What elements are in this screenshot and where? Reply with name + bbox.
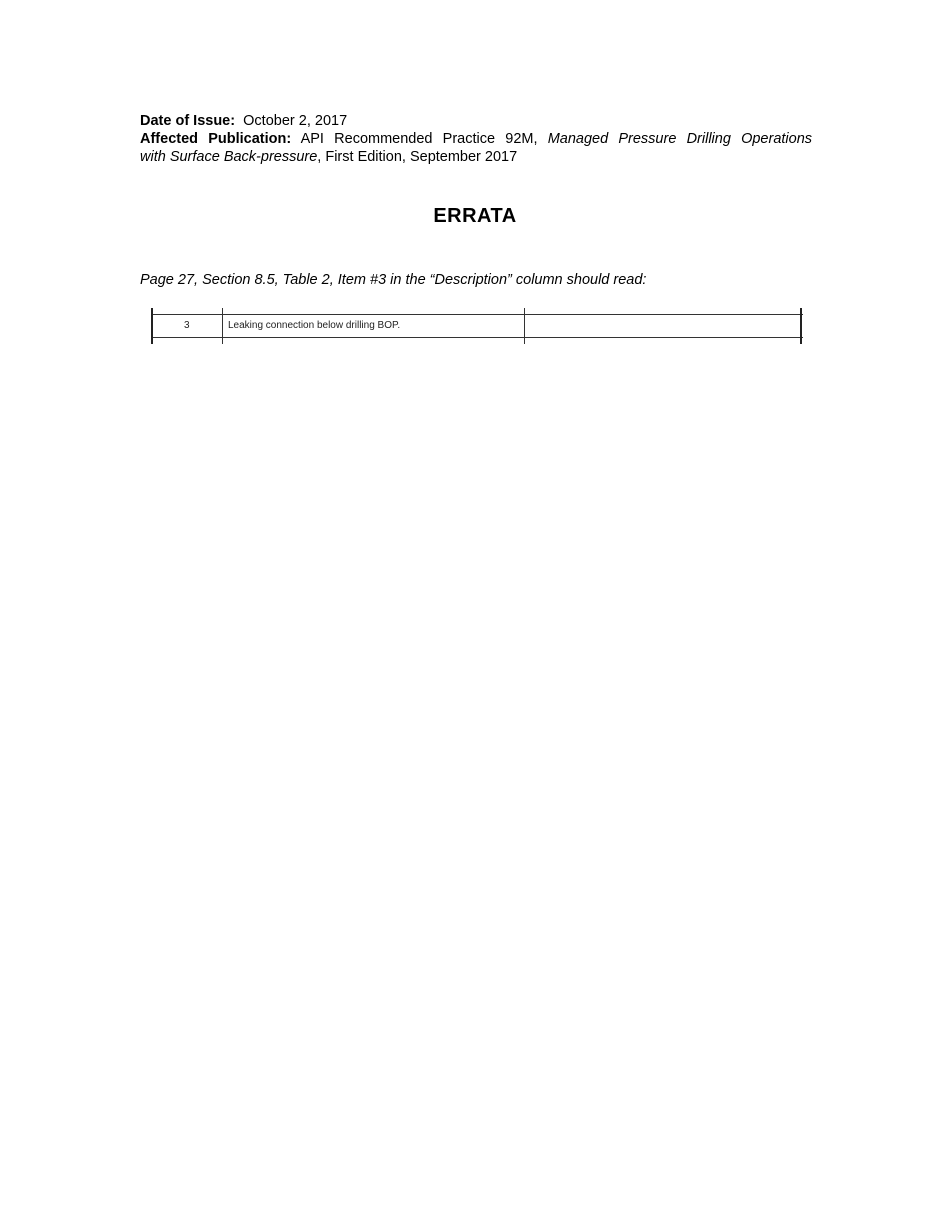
table-row-top-border bbox=[151, 314, 803, 315]
errata-table bbox=[151, 308, 803, 344]
publication-title-part2: with Surface Back-pressure bbox=[140, 149, 318, 165]
table-cell-description: Leaking connection below drilling BOP. bbox=[228, 320, 401, 331]
affected-publication-line bbox=[140, 130, 812, 148]
affected-publication-label: Affected Publication: bbox=[140, 131, 292, 147]
affected-publication-continuation bbox=[140, 148, 812, 166]
table-column-divider-2 bbox=[524, 308, 525, 344]
errata-title: ERRATA bbox=[433, 205, 517, 227]
table-cell-item: 3 bbox=[184, 320, 190, 331]
table-row-bottom-border bbox=[151, 337, 803, 338]
affected-publication-prefix: API Recommended Practice 92M, bbox=[300, 131, 538, 147]
date-of-issue-line bbox=[140, 112, 812, 130]
errata-instruction: Page 27, Section 8.5, Table 2, Item #3 in the “Description” column should read: bbox=[140, 272, 647, 288]
document-header bbox=[140, 112, 812, 166]
publication-title-part1: Managed Pressure Drilling Operations bbox=[547, 131, 813, 147]
table-left-border bbox=[151, 308, 153, 344]
publication-edition: , First Edition, September 2017 bbox=[317, 149, 518, 165]
table-right-border bbox=[800, 308, 802, 344]
date-of-issue-value: October 2, 2017 bbox=[243, 113, 348, 129]
date-of-issue-label: Date of Issue: bbox=[140, 113, 236, 129]
table-column-divider-1 bbox=[222, 308, 223, 344]
